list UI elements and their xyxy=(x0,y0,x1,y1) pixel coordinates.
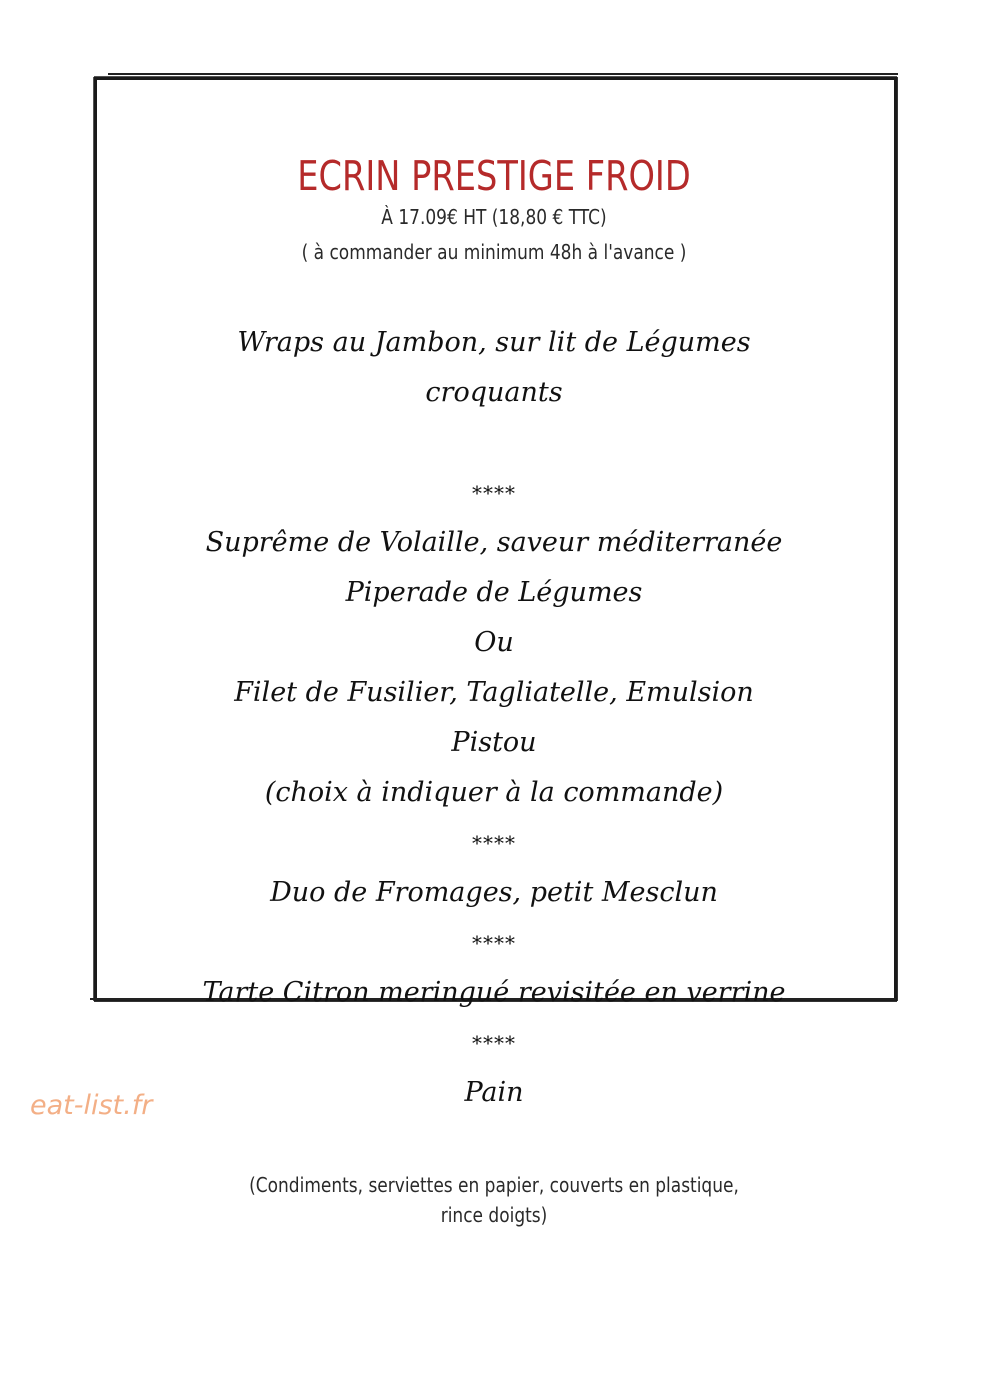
menu-item: (choix à indiquer à la commande) xyxy=(264,777,724,808)
border-top-stroke xyxy=(108,73,898,75)
menu-item: croquants xyxy=(425,377,563,408)
menu-separator: **** xyxy=(472,931,516,955)
menu-price: À 17.09€ HT (18,80 € TTC) xyxy=(381,205,607,229)
menu-title: ECRIN PRESTIGE FROID xyxy=(297,152,691,200)
menu-list xyxy=(94,318,894,1118)
order-note: ( à commander au minimum 48h à l'avance ) xyxy=(301,240,687,264)
menu-item: Filet de Fusilier, Tagliatelle, Emulsion xyxy=(234,677,754,708)
menu-item: Pain xyxy=(464,1077,524,1108)
menu-separator: **** xyxy=(472,481,516,505)
menu-separator: **** xyxy=(472,1031,516,1055)
menu-separator: **** xyxy=(472,831,516,855)
menu-footer xyxy=(154,1170,834,1230)
menu-item: Piperade de Légumes xyxy=(345,577,643,608)
menu-item: Wraps au Jambon, sur lit de Légumes xyxy=(237,327,751,358)
menu-item: Suprême de Volaille, saveur méditerranée xyxy=(205,527,783,558)
menu-item: Tarte Citron meringué revisitée en verrine xyxy=(202,977,786,1008)
menu-item: Duo de Fromages, petit Mesclun xyxy=(270,877,718,908)
menu-item: Ou xyxy=(474,627,514,658)
menu-spacer xyxy=(94,418,894,468)
footer-line-2: rince doigts) xyxy=(440,1203,548,1227)
footer-line-1: (Condiments, serviettes en papier, couverts en plastique, xyxy=(249,1173,739,1197)
watermark-logo: eat-list.fr xyxy=(30,1090,153,1121)
menu-item: Pistou xyxy=(451,727,537,758)
